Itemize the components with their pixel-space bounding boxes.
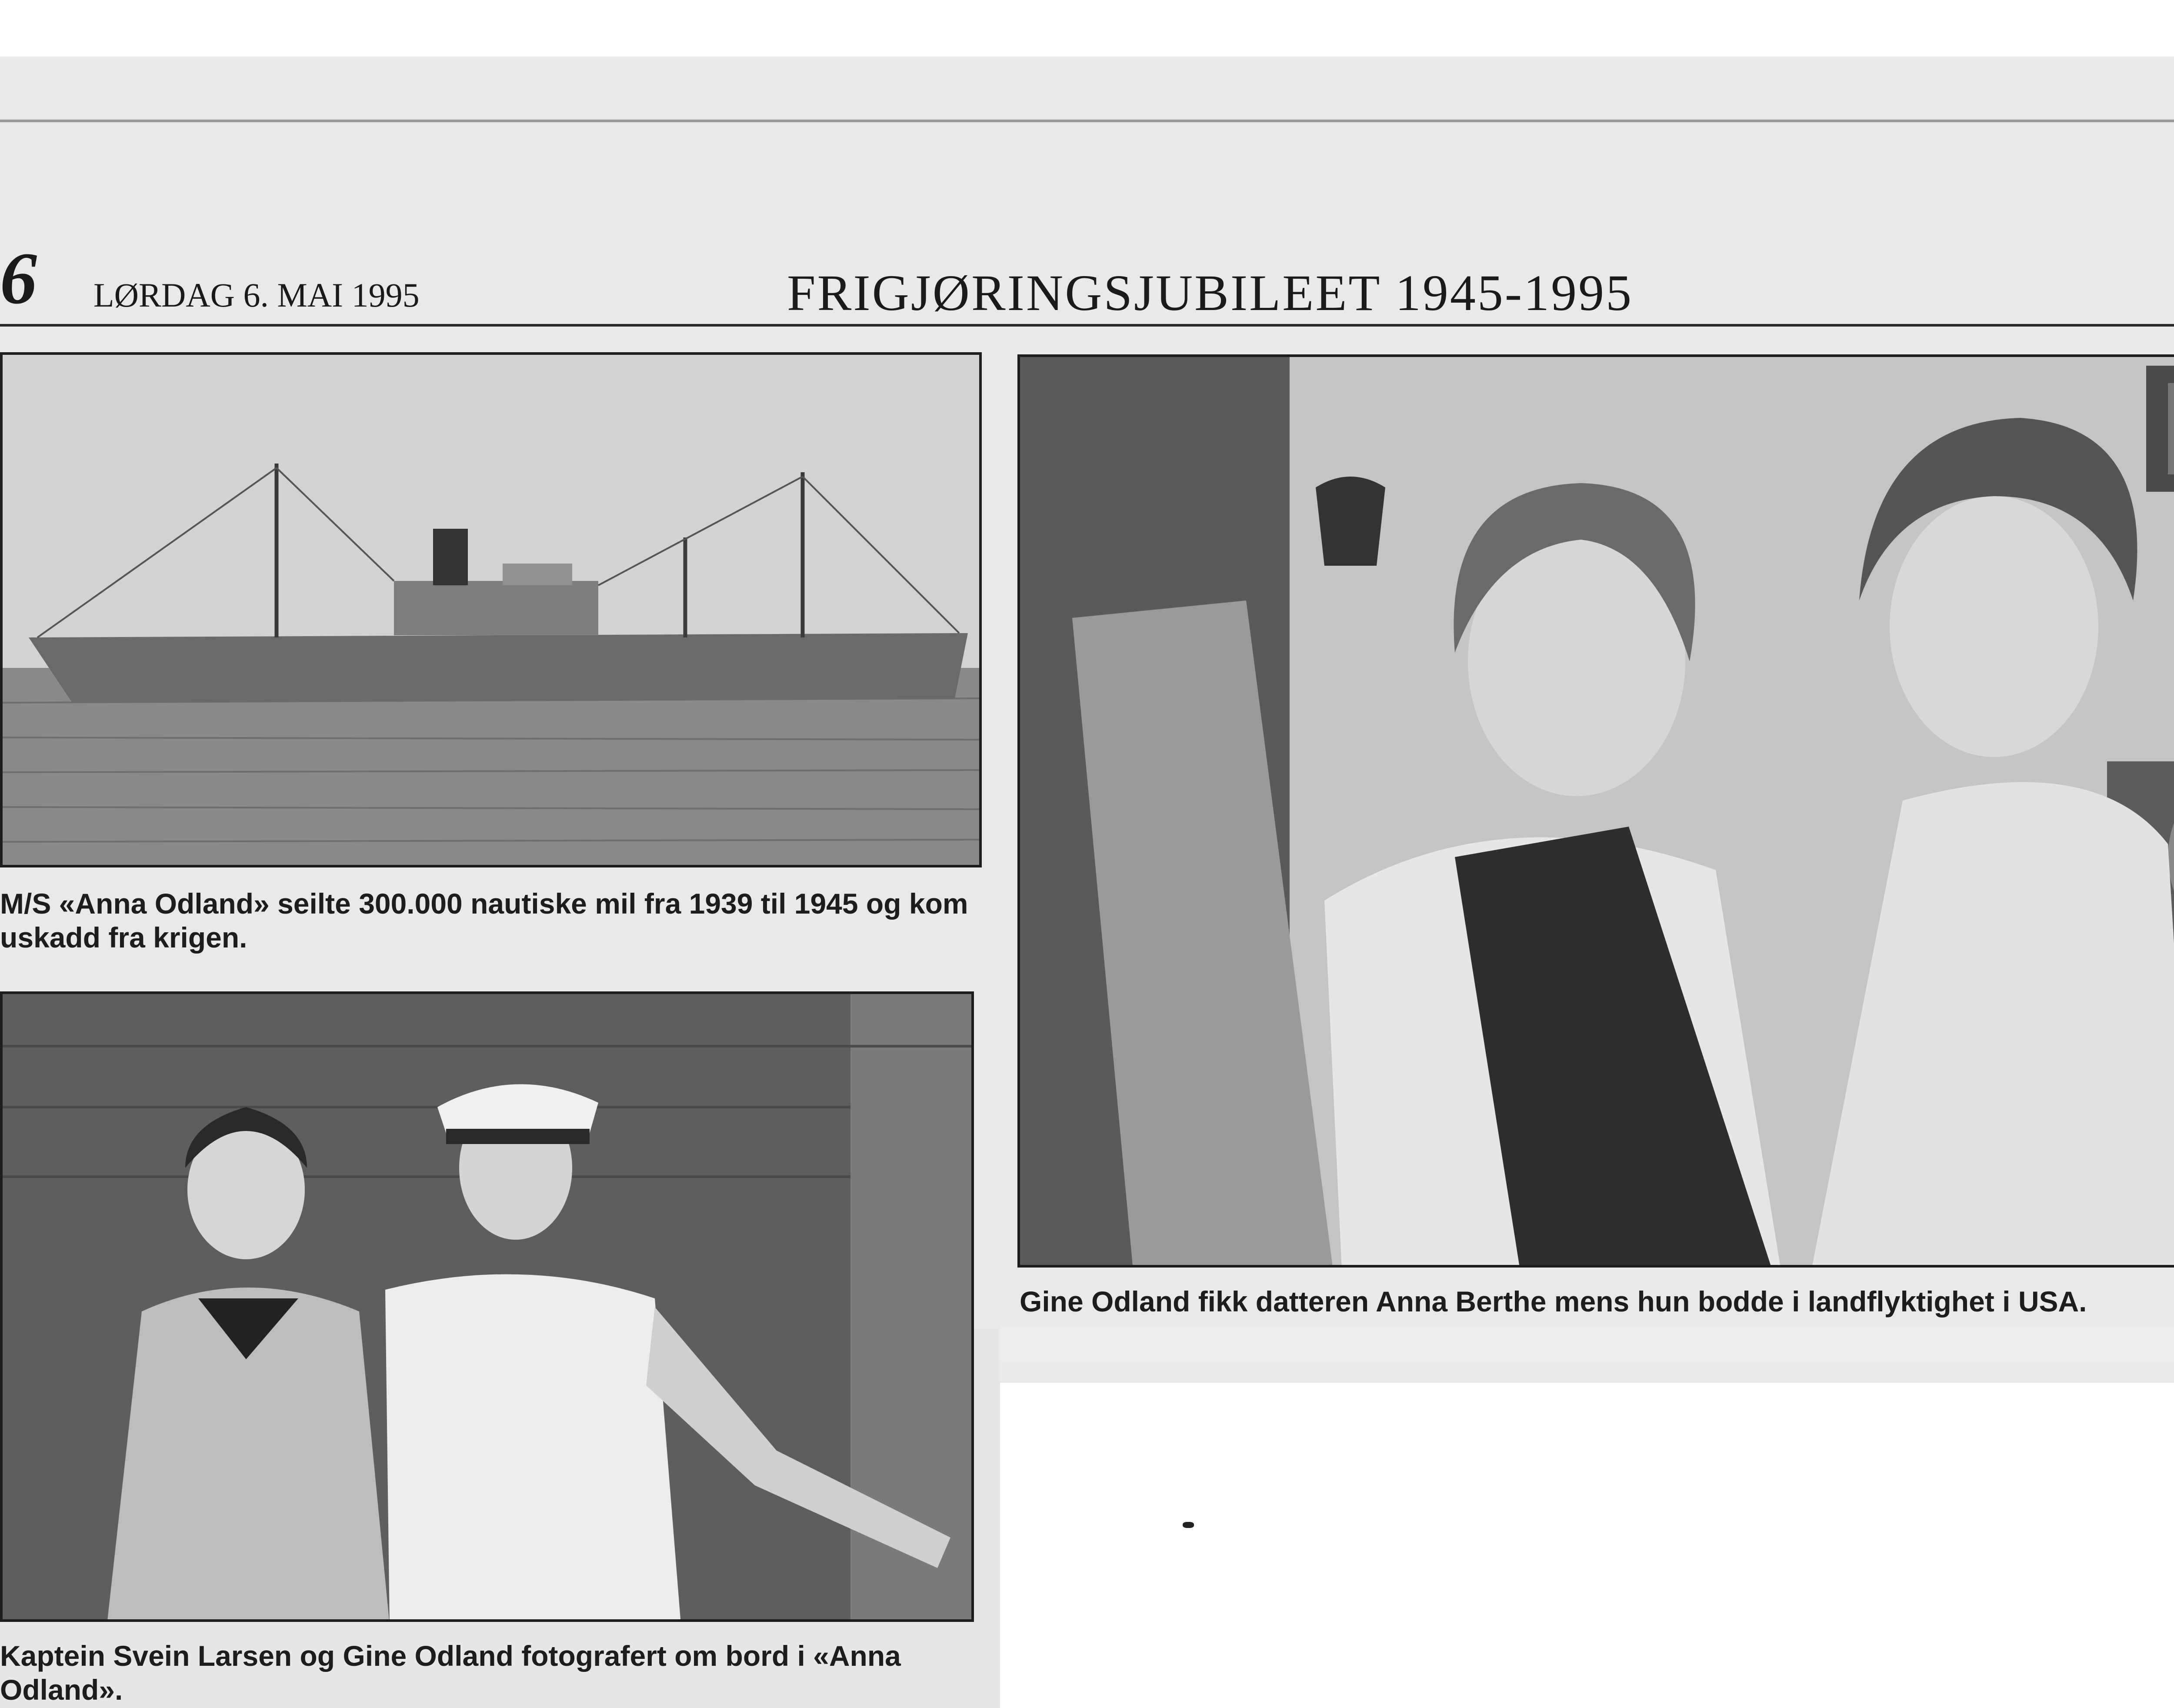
fold-line [0, 120, 2174, 122]
ink-speck [1183, 1522, 1194, 1528]
ship-illustration [3, 355, 982, 867]
couple-photo [0, 991, 974, 1622]
portrait-photo [1017, 354, 2174, 1268]
section-title: FRIGJØRINGSJUBILEET 1945-1995 [787, 264, 1634, 321]
newspaper-clipping-edge [1000, 1326, 2174, 1361]
header-rule [0, 324, 2174, 327]
ship-photo [0, 352, 982, 867]
page-number: 6 [0, 237, 37, 319]
portrait-caption: Gine Odland fikk datteren Anna Berthe mens hun bodde i landflyktighet i USA. [1020, 1285, 2087, 1318]
ship-caption: M/S «Anna Odland» seilte 300.000 nautiske mil fra 1939 til 1945 og kom uskadd fra krigen. [0, 887, 968, 954]
portrait-illustration [1020, 357, 2174, 1268]
issue-date: LØRDAG 6. MAI 1995 [93, 276, 420, 314]
couple-caption: Kaptein Svein Larsen og Gine Odland fotografert om bord i «Anna Odland». [0, 1640, 901, 1706]
couple-illustration [3, 994, 974, 1622]
